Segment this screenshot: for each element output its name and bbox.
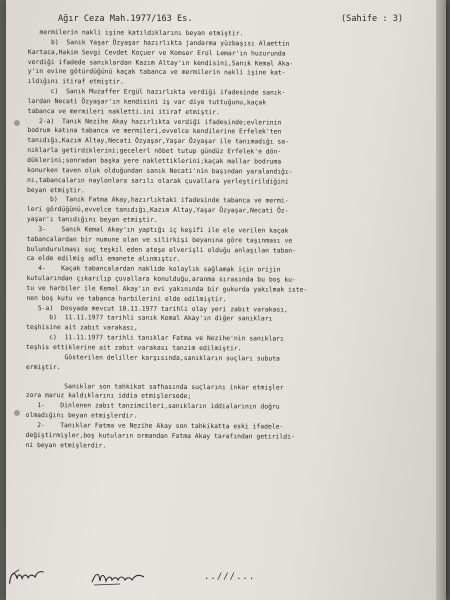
signature-left <box>90 568 146 588</box>
text-line: tu ve harbiler ile Kemal Akay'ın evi yakınında bir gukurda yakılmak iste- <box>26 283 308 294</box>
document-page <box>6 0 446 600</box>
punch-hole <box>14 120 20 126</box>
text-line: nen boş kutu ve tabanca harbilerini elde edilmiştir. <box>26 293 227 303</box>
case-reference: Ağır Ceza Mah.1977/163 Es. <box>58 14 193 24</box>
text-line: bulundurulması suç teşkil eden ateşe elverişli olduğu anlaşılan taban- <box>26 244 297 255</box>
text-line: tanıdığı,Kazım Altay,Necati Özyaşar,Yaşar Özyaşar ile tanımadığı sa- <box>27 136 289 146</box>
text-line: 2- Tanıklar Fatma ve Nezihe Akay son tahkikatta eski ifadele- <box>25 420 284 431</box>
text-line: c) 11.11.1977 tarihli tanıklar Fatma ve Nezihe'nin sanıkları <box>26 333 284 343</box>
text-line: mermilerin nakli işine katıldıklarını beyan etmiştir. <box>27 28 244 38</box>
text-line: teşhisine ait zabıt varakası, <box>26 323 138 332</box>
text-line: değiştirmişler,boş kutuların ormandan Fatma Akay tarafından getirildi- <box>25 430 295 441</box>
page-footer <box>6 566 446 590</box>
text-line: b) Sanık Yaşar Özyaşar hazırlıkta jandarma yüzbaşısı Alaettin <box>27 37 290 48</box>
text-line: 5-a) Dosyada mevcut 10.11.1977 tarihli olay yeri zabıt varakası, <box>26 303 288 314</box>
text-line: Gösterilen deliller karşısında,sanıkların suçları subuta <box>25 352 280 363</box>
text-line: tabancalardan bir numune olan ve silirkişi beyanına göre taşınması ve <box>26 234 293 245</box>
text-line: leri gördüğünü,evvelce tanıdığı,Kazım Altay,Yaşar Özyaşar,Necati Öz- <box>26 205 289 215</box>
text-line: yaşar'ı tanıdığını beyan etmiştir. <box>26 215 158 224</box>
text-line: verdiği ifadede sanıklardan Kazım Altay'ın kendisini,Sanık Kemal Aka- <box>27 57 294 68</box>
text-line: nı,tabancaların naylonlara sarılı olarak çuvallara yerleştirildiğini <box>27 175 289 186</box>
signature-right <box>5 564 47 590</box>
page-number: (Sahife : 3) <box>341 14 404 24</box>
text-line: b) Tanık Fatma Akay,hazırlıktaki ifadesinde tabanca ve mermi- <box>26 195 289 205</box>
text-line: lardan Necati Özyaşar'ın kendisini iş var diye tuttuğunu,kaçak <box>27 96 267 107</box>
text-line: ni beyan etmişlerdir. <box>25 440 107 450</box>
page-edge <box>436 0 446 600</box>
text-line: 4- Kaçak tabancalardan naklide kolaylık sağlamak için orijin <box>26 264 281 274</box>
text-line: teşhis ettiklerine ait zabıt varakası tanzim edilmiştir. <box>26 342 242 353</box>
text-line: c) Sanık Muzaffer Ergül hazırlıkta verdiği ifadesinde sanık- <box>27 87 286 97</box>
text-line: ıldığını itiraf etmiştir. <box>27 77 124 86</box>
text-line: düklerini;sonradan başka yere naklettiklerini;kaçak mallar bodruma <box>27 155 282 166</box>
text-line: 2-a) Tanık Nezihe Akay hazırlıkta verdiği ifadesinde;evlerinin <box>27 116 282 127</box>
text-line: Sanıklar son tahkikat safhasında suçlarını inkar etmişler <box>25 381 284 392</box>
text-line: tabanca ve mermileri nakletti.ini itiraf etmiştir. <box>27 106 220 116</box>
text-line: olmadığını beyan etmişlerdir. <box>25 411 138 420</box>
text-line: b) 11.11.1977 tarihli sanık Kemal Akay'ın diğer sanıkları <box>26 313 273 323</box>
punch-hole <box>14 410 20 416</box>
text-line: ermiştir. <box>25 362 61 371</box>
text-line: nıklarla getirdiklerini;gecelerl nöbet tutup gündüz Erfelek'e dön- <box>27 146 282 156</box>
text-line: bodrum katına tabanca ve mermileri,evvelce kendilerine Erfelek'ten <box>27 126 282 136</box>
page-separator: ..///... <box>204 572 256 582</box>
text-line: beyan etmiştir. <box>26 185 85 194</box>
text-line: konurken taven oluk olduğundan sanık Necati'nin başından yaralandığı- <box>27 165 293 176</box>
text-line: 3- Sanık Kemal Akay'ın yaptığı iç keşifi ile ele verilen kaçak <box>26 224 289 235</box>
document-body <box>25 28 428 453</box>
text-line: kutularından çıkarılıp çuvallara konulduğu,aranma sırasında bu boş ku- <box>26 274 296 284</box>
text-line: 1- Dinlenen zabıt tanzimcileri,sanıkların iddialarının doğru <box>25 401 280 411</box>
text-line: Kartaca,Hakim Sevgi Cevdet Koçuer ve Komser Erol Lemar'ın huzurunda <box>27 47 286 58</box>
text-line: y'ın evine götürdüğünü kaçak tabanca ve mermilerin nakli işine kat- <box>27 67 286 77</box>
text-line: ca elde edilmiş adli emanete alınmıştır. <box>26 254 181 264</box>
text-line: zora maruz kaldıklarını iddia etmişlersede; <box>25 391 192 401</box>
